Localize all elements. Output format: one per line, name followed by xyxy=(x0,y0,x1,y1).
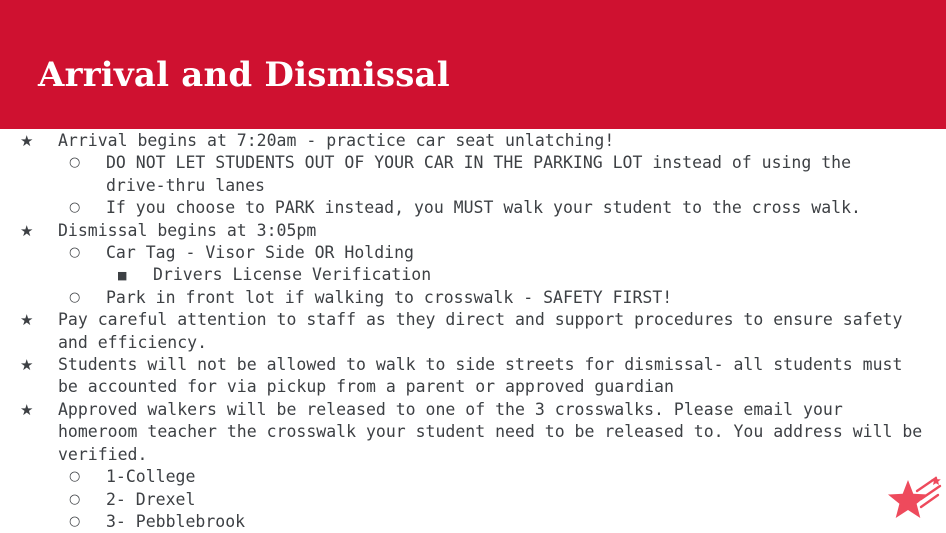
circle-bullet-icon: ○ xyxy=(69,491,81,507)
bullet-text: Approved walkers will be released to one of the 3 crosswalks. Please email your homeroom teacher the crosswalk your student need to be released to. You address will be verified. xyxy=(58,399,923,464)
square-bullet-icon: ■ xyxy=(117,269,128,283)
bullet-text: Park in front lot if walking to crosswalk - SAFETY FIRST! xyxy=(106,287,673,307)
star-bullet-icon: ★ xyxy=(20,311,34,330)
bullet-text: DO NOT LET STUDENTS OUT OF YOUR CAR IN THE PARKING LOT instead of using the drive-thru lanes xyxy=(106,153,852,195)
bullet-text: Students will not be allowed to walk to side streets for dismissal- all students must be accounted for via pickup from a parent or approved guardian xyxy=(58,355,903,397)
bullet-approved-walkers xyxy=(0,399,946,466)
logo-small-star xyxy=(931,476,941,485)
circle-bullet-icon: ○ xyxy=(69,200,81,216)
bullet-staff-attention xyxy=(0,309,946,354)
bullet-text: Pay careful attention to staff as they direct and support procedures to ensure safety and efficiency. xyxy=(58,310,903,352)
bullet-arrival xyxy=(0,130,946,152)
star-bullet-icon: ★ xyxy=(20,221,34,240)
shooting-star-logo xyxy=(886,474,944,528)
bullet-text: 2- Drexel xyxy=(106,489,196,509)
sub-bullet-crosswalk-college xyxy=(0,466,946,488)
title-banner xyxy=(0,0,946,129)
sub-bullet-car-tag xyxy=(0,242,946,264)
circle-bullet-icon: ○ xyxy=(69,513,81,529)
sub-bullet-crosswalk-drexel xyxy=(0,489,946,511)
circle-bullet-icon: ○ xyxy=(69,155,81,171)
bullet-text: 1-College xyxy=(106,467,196,487)
bullet-text: 3- Pebblebrook xyxy=(106,511,246,531)
bullet-side-streets xyxy=(0,354,946,399)
circle-bullet-icon: ○ xyxy=(69,245,81,261)
circle-bullet-icon: ○ xyxy=(69,289,81,305)
sub-sub-bullet-license-verification xyxy=(0,264,946,286)
bullet-dismissal xyxy=(0,220,946,242)
star-bullet-icon: ★ xyxy=(20,356,34,375)
circle-bullet-icon: ○ xyxy=(69,469,81,485)
bullet-text: Dismissal begins at 3:05pm xyxy=(58,220,317,240)
bullet-text: Arrival begins at 7:20am - practice car seat unlatching! xyxy=(58,131,615,150)
slide-title: Arrival and Dismissal xyxy=(38,55,450,95)
sub-bullet-park-and-walk xyxy=(0,197,946,219)
bullet-text: Drivers License Verification xyxy=(153,265,432,285)
bullet-list xyxy=(0,130,946,533)
star-bullet-icon: ★ xyxy=(20,132,34,150)
sub-bullet-crosswalk-pebblebrook xyxy=(0,511,946,533)
bullet-text: If you choose to PARK instead, you MUST walk your student to the cross walk. xyxy=(106,198,861,218)
bullet-text: Car Tag - Visor Side OR Holding xyxy=(106,243,414,263)
sub-bullet-front-lot xyxy=(0,287,946,309)
sub-bullet-parking-lot-warning xyxy=(0,152,946,197)
star-bullet-icon: ★ xyxy=(20,400,34,419)
